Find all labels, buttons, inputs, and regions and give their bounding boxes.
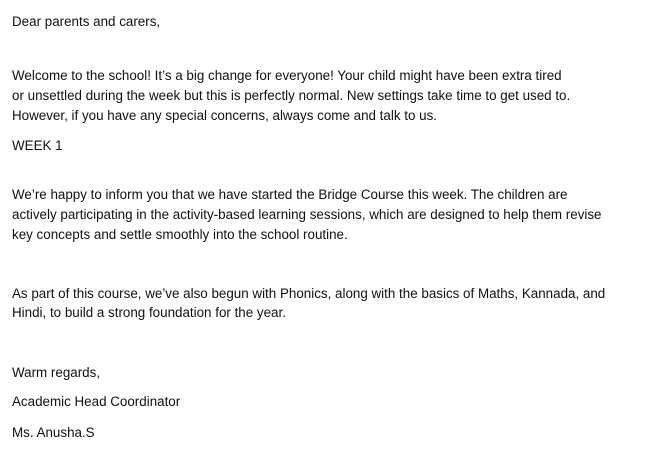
bridge-course-line: actively participating in the activity-based learning sessions, which are designed to help them revise xyxy=(12,207,602,222)
phonics-line: As part of this course, we’ve also begun with Phonics, along with the basics of Maths, Kannada, and xyxy=(12,286,606,301)
signature-name: Ms. Anusha.S xyxy=(12,425,95,440)
intro-line: However, if you have any special concerns, always come and talk to us. xyxy=(12,108,437,123)
intro-line: Welcome to the school! It’s a big change for everyone! Your child might have been extra tired xyxy=(12,68,562,83)
signature-title: Academic Head Coordinator xyxy=(12,394,181,409)
phonics-line: Hindi, to build a strong foundation for the year. xyxy=(12,305,286,320)
letter-document xyxy=(12,0,657,449)
closing: Warm regards, xyxy=(12,365,101,380)
bridge-course-line: key concepts and settle smoothly into the school routine. xyxy=(12,227,348,242)
salutation: Dear parents and carers, xyxy=(12,14,161,29)
bridge-course-line: We’re happy to inform you that we have started the Bridge Course this week. The children are xyxy=(12,187,568,202)
week-heading: WEEK 1 xyxy=(12,138,63,153)
intro-line: or unsettled during the week but this is perfectly normal. New settings take time to get used to. xyxy=(12,88,571,103)
